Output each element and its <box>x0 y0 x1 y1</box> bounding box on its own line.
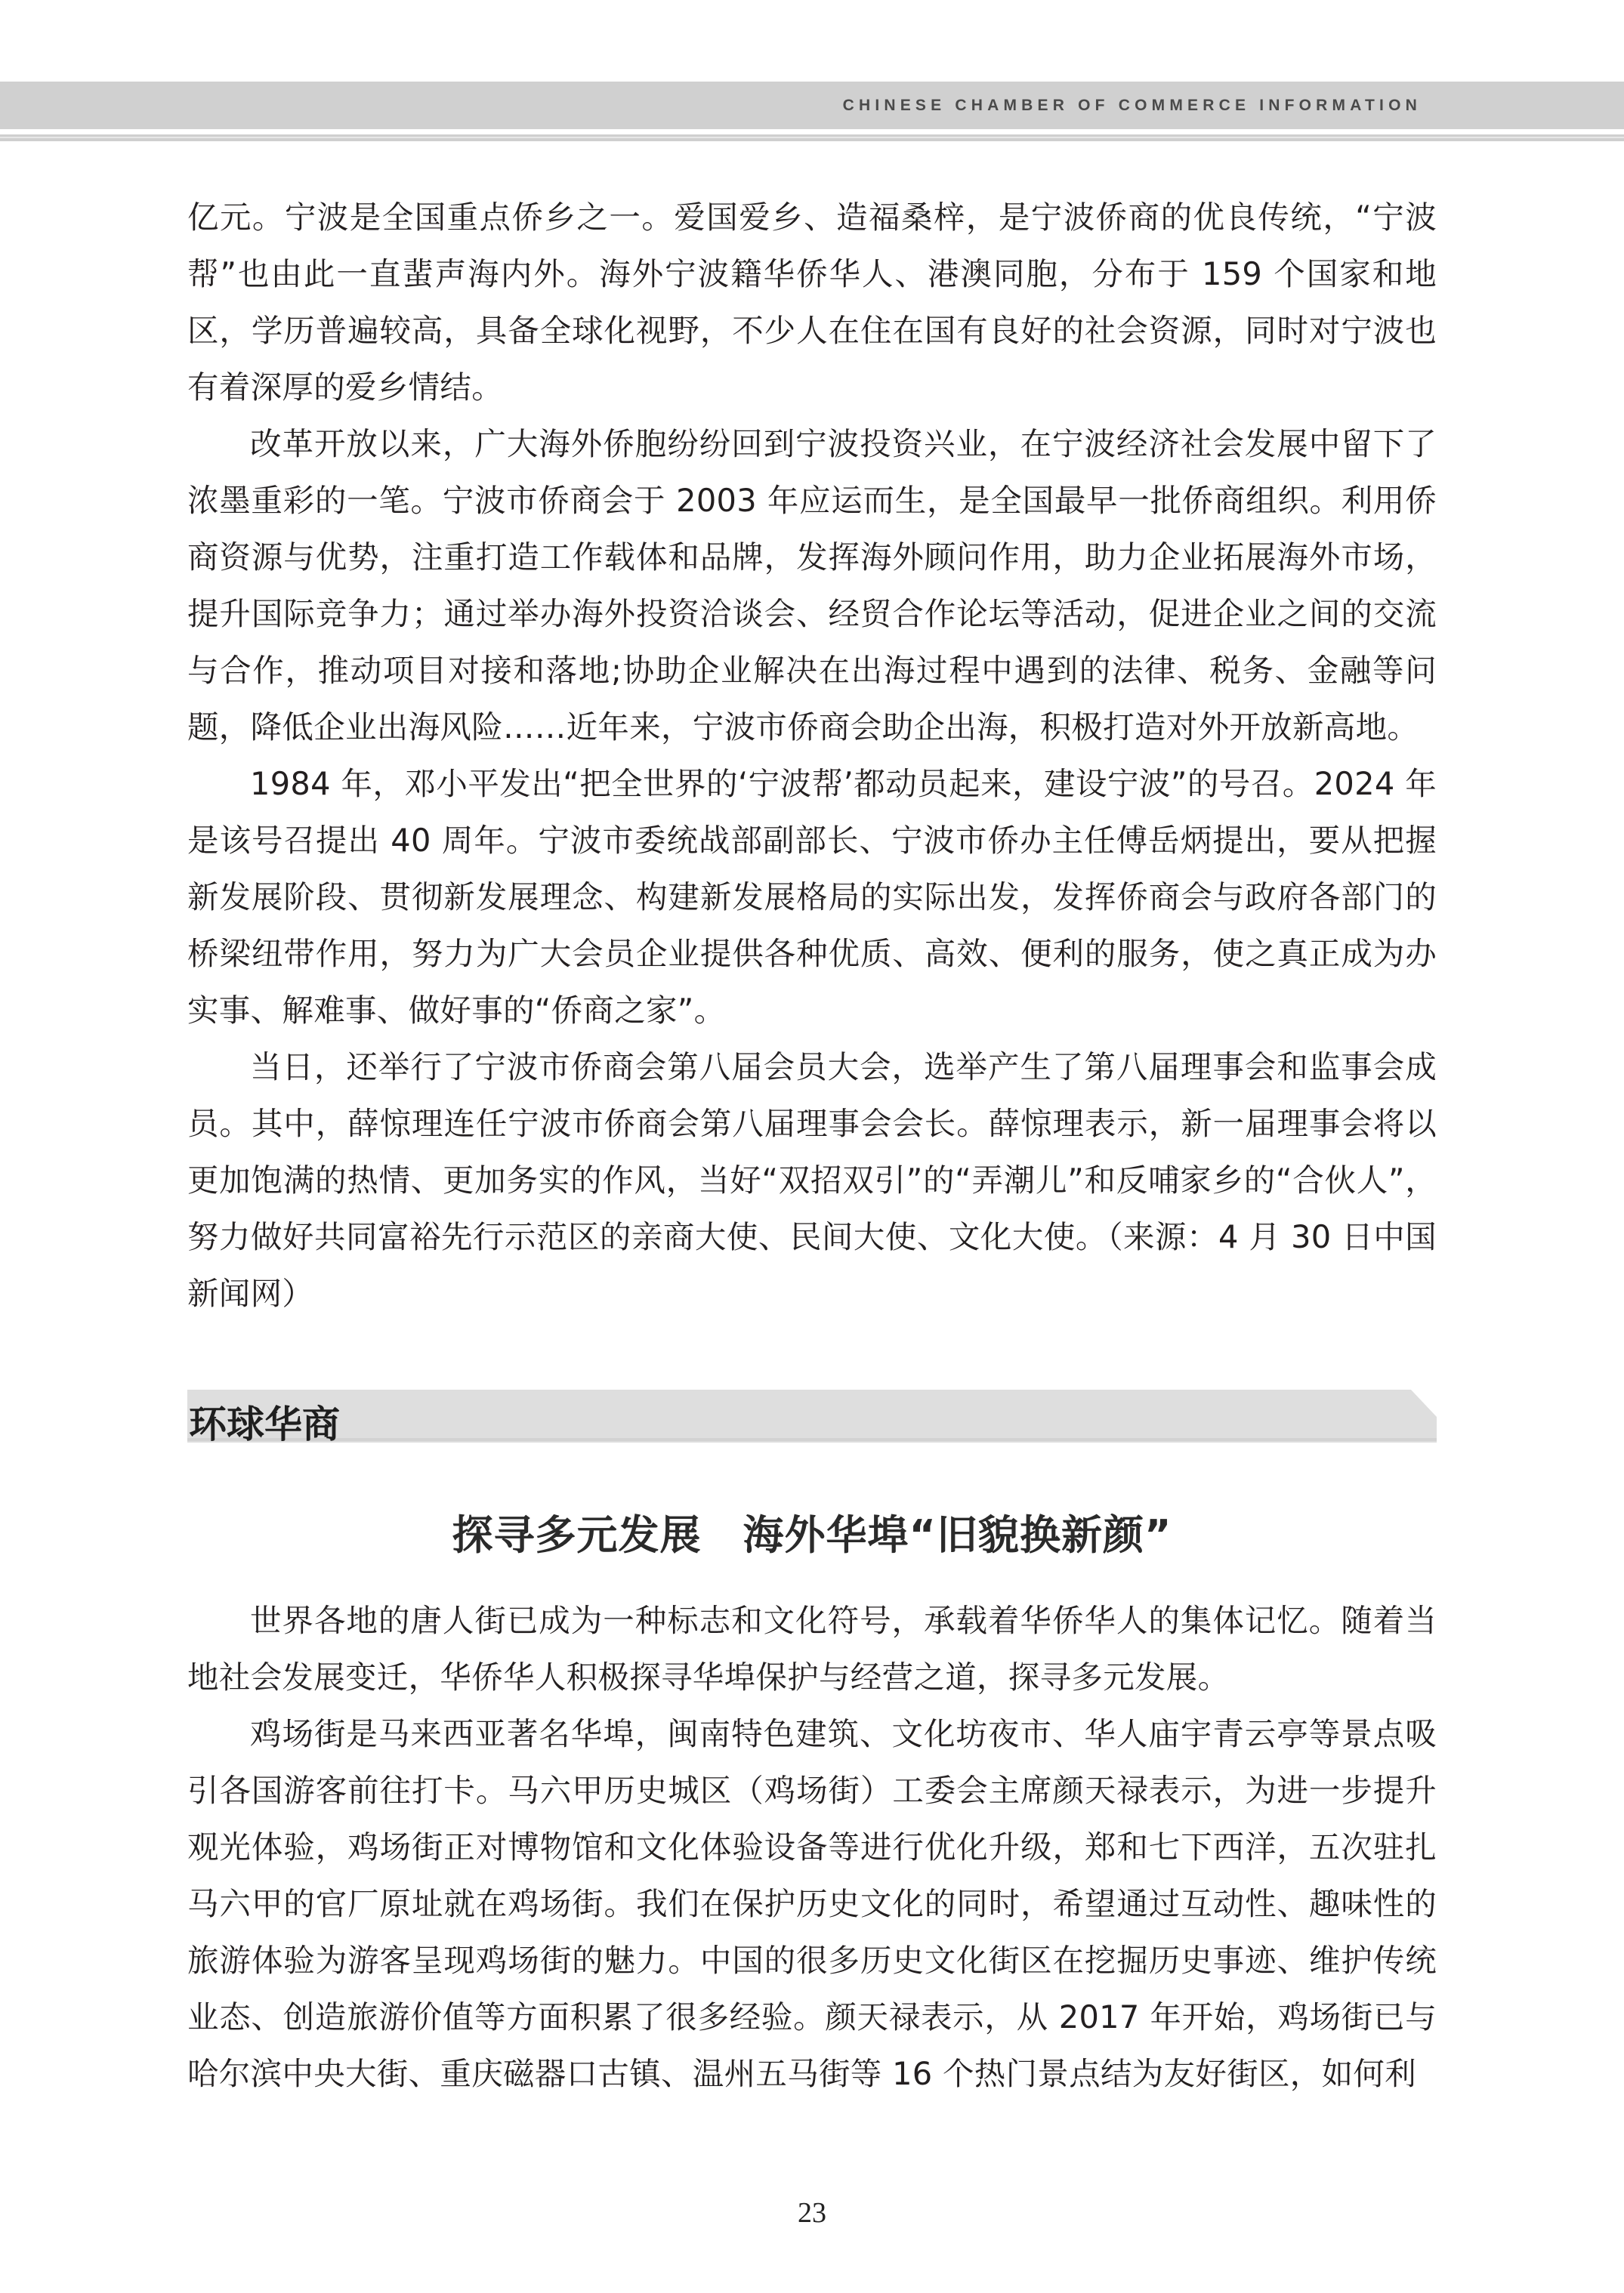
header-rule <box>0 134 1624 141</box>
paragraph: 鸡场街是马来西亚著名华埠，闽南特色建筑、文化坊夜市、华人庙宇青云亭等景点吸引各国游客前往打卡。马六甲历史城区（鸡场街）工委会主席颜天禄表示，为进一步提升观光体验，鸡场街正对博物馆和文化体验设备等进行优化升级，郑和七下西洋，五次驻扎马六甲的官厂原址就在鸡场街。我们在保护历史文化的同时，希望通过互动性、趣味性的旅游体验为游客呈现鸡场街的魅力。中国的很多历史文化街区在挖掘历史事迹、维护传统业态、创造旅游价值等方面积累了很多经验。颜天禄表示，从 2017 年开始，鸡场街已与哈尔滨中央大街、重庆磁器口古镇、温州五马街等 16 个热门景点结为友好街区，如何利 <box>187 1715 1437 2092</box>
paragraph: 亿元。宁波是全国重点侨乡之一。爱国爱乡、造福桑梓，是宁波侨商的优良传统，“宁波帮”也由此一直蜚声海内外。海外宁波籍华侨华人、港澳同胞，分布于 159 个国家和地区，学历普遍较高，具备全球化视野，不少人在住在国有良好的社会资源，同时对宁波也有着深厚的爱乡情结。 <box>187 199 1437 406</box>
article-title: 探寻多元发展 海外华埠“旧貌换新颜” <box>452 1511 1172 1559</box>
section-label: 环球华商 <box>189 1402 340 1446</box>
page-number: 23 <box>798 2197 826 2229</box>
paragraph: 1984 年，邓小平发出“把全世界的‘宁波帮’都动员起来，建设宁波”的号召。2024 年是该号召提出 40 周年。宁波市委统战部副部长、宁波市侨办主任傅岳炳提出，要从把握新发展阶段、贯彻新发展理念、构建新发展格局的实际出发，发挥侨商会与政府各部门的桥梁纽带作用，努力为广大会员企业提供各种优质、高效、便利的服务，使之真正成为办实事、解难事、做好事的“侨商之家”。 <box>187 765 1437 1029</box>
paragraph: 改革开放以来，广大海外侨胞纷纷回到宁波投资兴业，在宁波经济社会发展中留下了浓墨重彩的一笔。宁波市侨商会于 2003 年应运而生，是全国最早一批侨商组织。利用侨商资源与优势，注重打造工作载体和品牌，发挥海外顾问作用，助力企业拓展海外市场，提升国际竞争力；通过举办海外投资洽谈会、经贸合作论坛等活动，促进企业之间的交流与合作，推动项目对接和落地;协助企业解决在出海过程中遇到的法律、税务、金融等问题，降低企业出海风险……近年来，宁波市侨商会助企出海，积极打造对外开放新高地。 <box>187 425 1437 745</box>
section-banner <box>187 1390 1437 1446</box>
section-banner-shape <box>187 1390 1437 1443</box>
article-1-body <box>187 189 1437 1322</box>
paragraph: 当日，还举行了宁波市侨商会第八届会员大会，选举产生了第八届理事会和监事会成员。其中，薛惊理连任宁波市侨商会第八届理事会会长。薛惊理表示，新一届理事会将以更加饱满的热情、更加务实的作风，当好“双招双引”的“弄潮儿”和反哺家乡的“合伙人”，努力做好共同富裕先行示范区的亲商大使、民间大使、文化大使。（来源：4 月 30 日中国新闻网） <box>187 1048 1437 1312</box>
publication-title: CHINESE CHAMBER OF COMMERCE INFORMATION <box>842 97 1422 114</box>
paragraph: 世界各地的唐人街已成为一种标志和文化符号，承载着华侨华人的集体记忆。随着当地社会发展变迁，华侨华人积极探寻华埠保护与经营之道，探寻多元发展。 <box>187 1602 1437 1696</box>
article-2-body <box>187 1592 1437 2102</box>
